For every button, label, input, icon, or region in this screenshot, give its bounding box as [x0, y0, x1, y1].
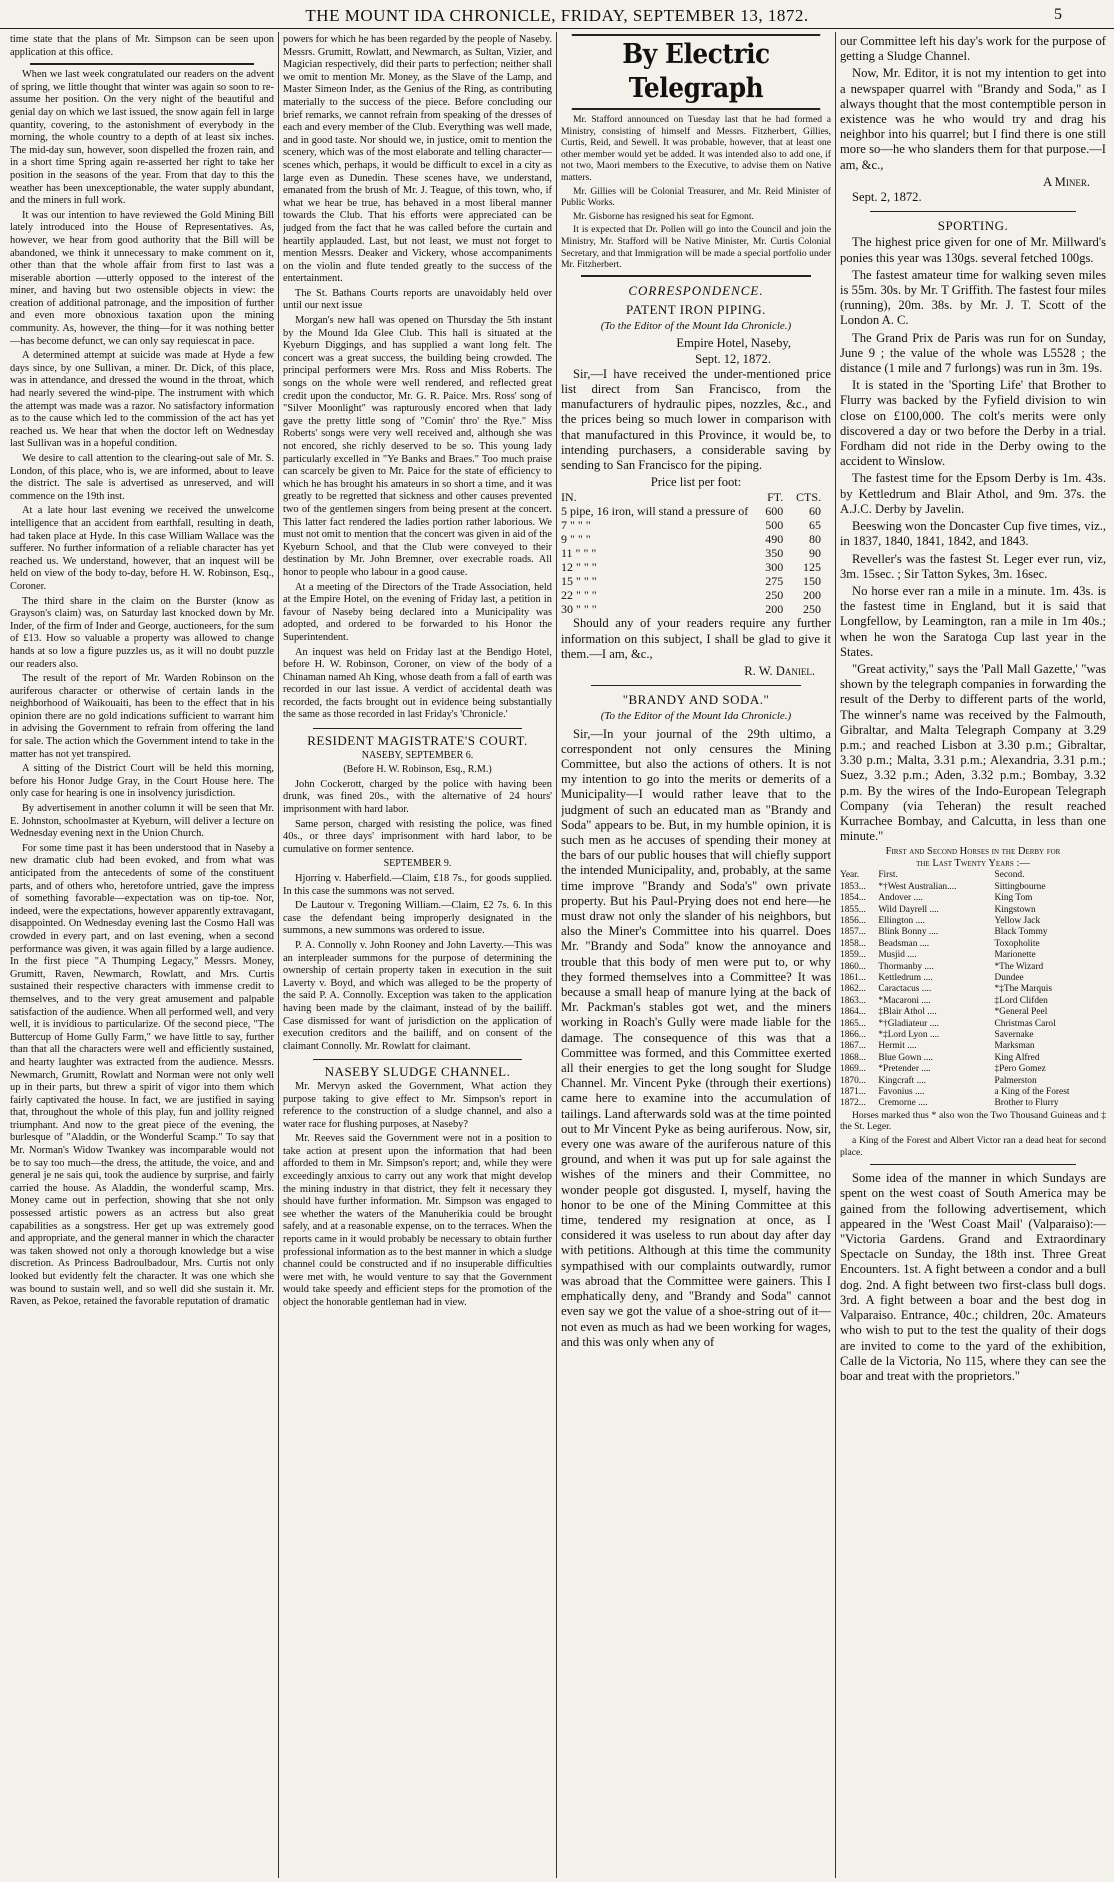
table-row: 22 " " " 250 200 [561, 588, 821, 603]
column-divider [556, 32, 557, 1878]
derby-note: a King of the Forest and Albert Victor ran a dead heat for second place. [840, 1135, 1106, 1158]
table-row: 1867... Hermit .... Marksman [840, 1041, 1035, 1052]
section-heading: RESIDENT MAGISTRATE'S COURT. [307, 733, 528, 749]
table-row: 11 " " " 350 90 [561, 546, 821, 561]
table-row: 7 " " " 500 65 [561, 518, 821, 533]
table-row: 1854... Andover .... King Tom [840, 893, 1033, 904]
sporting-item: Reveller's was the fastest St. Leger ever run, viz, 3m. 15sec. ; Sir Tatton Sykes, 3m. 16sec. [840, 551, 1106, 581]
divider [30, 63, 254, 65]
price-col-header: FT. [767, 490, 784, 505]
letter-address: Empire Hotel, Naseby, [676, 336, 791, 351]
table-row: 1872... Cremorne .... Brother to Flurry [840, 1098, 1059, 1109]
letter-date: Sept. 2, 1872. [852, 190, 922, 205]
article-text: An inquest was held on Friday last at the Bendigo Hotel, before H. W. Robinson, Coroner, on view of the body of a Chinaman named Ah King, whose death from a fall of earth was recorded in our last issue. A verdict of accidental death was recorded, the facts brought out in evidence being substantially the same as those recorded in last Friday's 'Chronicle.' [283, 646, 552, 721]
derby-col-header: Year. [840, 870, 860, 881]
table-row: 1858... Beadsman .... Toxopholite [840, 938, 1040, 949]
divider [591, 685, 801, 686]
divider [313, 728, 522, 729]
column-2 [283, 34, 552, 1876]
price-table [561, 490, 831, 616]
court-before: (Before H. W. Robinson, Esq., R.M.) [343, 764, 492, 776]
article-text: For some time past it has been understood that in Naseby a new dramatic club had been evoked, and from what was anticipated from the antecedents of some of the constituent parts, and of others who, heretofore untried, gave the impress of something favorable—expectation was on tip-toe. Nor, indeed, were the expectations, however apparently extravagant, disappointed. On Wednesday evening last the Cosmo Hall was crowded in every part, and on last evening, when a second performance was given, it was again filled by a large audience. In the first piece "A Thumping Legacy," Messrs. Money, Grumitt, Raven, Newmarch, Rowlatt, and Mrs. Curtis sustained their respective characters with immense credit to themselves, and to the very great amusement and palpable satisfaction of the audience. When all performed well, and very well, it is invidious to particularize. Of the second piece, "The Buttercup of Home Gully Farm," we have little to say, further than that all the characters were well and efficiently sustained, and hearty laughter was extracted from the audience. Messrs. Newmarch, Grumitt, Rowlatt and Norman were not only well up in their parts, but threw a spirit of vigor into them which fairly captivated the house. In fact, we are justified in saying that, throughout the whole of this play, fun and jollity reigned triumphant. And now to the great piece of the evening, the burlesque of "Aladdin, or the Wonderful Scamp." To say that Mr. Norman's Widow Twankey was incomparable would not be to say too much—the dress, the attitude, the voice, and and general je ne sais qui, took the audience by surprise, and fairly carried the house. As Aladdin, the wonderful scamp, Mrs. Money came out in perfection, showing that she not only possessed artistic powers as an actress but also great capabilities as a songstress. Her get up was extremely good and appropriate, and the general manner in which the character was taken showed not only a thorough knowledge but a wise discretion. As Princess Badroulbadour, Mrs. Curtis not only looked but evidently felt the character. It was one which she was bound to sustain well, and so well did she sustain it. Mr. Raven, as Pekoe, retained the favorable reputation of dramatic [10, 842, 274, 1308]
court-case: John Cockerott, charged by the police with having been drunk, was fined 20s., with the alternative of 24 hours' imprisonment with hard labor. [283, 778, 552, 816]
newspaper-title: THE MOUNT IDA CHRONICLE, FRIDAY, SEPTEMBER 13, 1872. [305, 6, 809, 25]
letter-text: Now, Mr. Editor, it is not my intention to get into a newspaper quarrel with "Brandy and Soda," as I always thought that the most contemptible person in existence was he who would try and drag his neighbor into his quarrel; but I find there is one still more so—he who slanders them for that purpose.—I am, &c., [840, 66, 1106, 172]
sporting-item: It is stated in the 'Sporting Life' that Brother to Flurry was backed by the Fyfield division to win close on £100,000. The colt's merits were only discovered a day or two before the Derby in a trial. Fordham did not ride in the Derby owing to the accident to Winslow. [840, 378, 1106, 469]
article-text: Mr. Reeves said the Government were not in a position to take action at present upon the information that had been afforded to them in Mr. Simpson's report; and, while they were exceedingly anxious to carry out any work that might develop the mining industry in that district, they felt it necessary they should have further information. Mr. Simpson was engaged to see whether the waters of the Manuherikia could be brought safely, and at a reasonable expense, on to the terraces. When the reports came in it would probably be necessary to obtain further professional information as to the best manner in which a sludge channel could be constructed and if no insuperable difficulties were met with, he would venture to say that the Government would take speedy and efficient steps for the promotion of the object the honorable gentleman had in view. [283, 1133, 552, 1308]
sporting-item: Beeswing won the Doncaster Cup five times, viz., in 1837, 1840, 1841, 1842, and 1843. [840, 519, 1106, 549]
article-text: powers for which he has been regarded by the people of Naseby. Messrs. Grumitt, Rowlatt, and Newmarch, as Sultan, Vizier, and Magician respectively, did their parts to perfection; neither shall we omit to mention Mr. Money, as the Slave of the Lamp, and Master Simeon Inder, as the Genius of the Ring, as contributing materially to the success of the piece. Before concluding our brief remarks, we cannot refrain from speaking of the dresses of each and every member of the Club. Everything was well made, and in good taste. Nor should we, in justice, omit to mention the scenery, which was of the most elaborate and telling character—scenes which, perhaps, it would be difficult to excel in a city as large even as Dunedin. These scenes have, we understand, emanated from the brush of Mr. J. Teague, of this town, who, if what we hear be true, has behaved in a most liberal manner towards the Club. That his efforts were appreciated can be judged from the fact that he was called before the curtain and heartily applauded. Last, but not least, we must not forget to mention Messrs. Deaker and Vickery, whose accompaniments on the violin and flute tended greatly to the success of the entertainment. [283, 34, 552, 285]
derby-col-header: Second. [994, 870, 1025, 881]
court-date: SEPTEMBER 9. [383, 858, 452, 870]
divider [581, 275, 811, 277]
letter-text: Sir,—In your journal of the 29th ultimo, a correspondent not only censures the Mining Committee, but also the actions of others. It is not my intention to go into the merits or demerits of a Municipality—I would rather leave that to the judgment of such an educated man as "Brandy and Soda" appears to be. But, in my humble opinion, it is such men as he accuses of spending their money at the bars of our public houses that will chiefly support the intended Municipality, and, probably, at the same time improve "Brandy and Soda's" own private property. But his Paul-Prying does not end here—he must draw not only the slander of his neighbors, but also the Miner's Committee into his quarrel. Does Mr. "Brandy and Soda" know the annoyance and trouble that this body of men were put to, or why they formed themselves into a Committee? It was because a small heap of manure lying at the back of Mr. Packman's stables got wet, and the miners working in Roach's Gully were made liable for the damage. The consequence of this was that a Committee was formed, and this Committee exerted all their energies to get the long sought for Sludge Channel. Mr. Vincent Pyke (through their exertions) came here to examine into the accumulation of tailings. Land afterwards sold was at the time pointed out to Mr Vincent Pyke as being auriferous. Now, sir, every one was aware of the auriferous nature of this ground, and when it was put up for sale against the wishes of the miners and their Committee, no wonder people got disgusted. I, myself, having the honor to be one of the Mining Committee at this time, tendered my resignation at once, as I considered it was useless to run about day after day with petitions. Although at this time the community sympathised with our complaints outwardly, rumor was abroad that the Committee were gainers. This I emphatically deny, and "Brandy and Soda" cannot even say we got the value of a shoe-string out of it—not even as much as had we been working for wages, and this was only when any of [561, 726, 831, 1349]
table-row: 5 pipe, 16 iron, will stand a pressure of 600 60 [561, 504, 821, 519]
table-row: 1871... Favonius .... a King of the Forest [840, 1087, 1070, 1098]
column-3 [561, 34, 831, 1876]
article-text: At a meeting of the Directors of the Trade Association, held at the Empire Hotel, on the evening of Friday last, a petition in favour of Naseby being declared into a Municipality was adopted, and ordered to be forwarded to his Honor the Superintendent. [283, 581, 552, 643]
price-col-header: IN. [561, 490, 577, 505]
table-row: 1869... *Pretender .... ‡Pero Gomez [840, 1064, 1046, 1075]
page-number: 5 [1054, 6, 1062, 23]
table-row: 12 " " " 300 125 [561, 560, 821, 575]
column-divider [835, 32, 836, 1878]
table-row: 1862... Caractacus .... *‡The Marquis [840, 984, 1053, 995]
sporting-item: No horse ever ran a mile in a minute. 1m. 43s. is the fastest time in England, but it is said that Longfellow, by Leamington, ran a mile in 1m 40s.; when he won the Saratoga Cup last year in the States. [840, 583, 1106, 659]
sporting-item: The fastest amateur time for walking seven miles is 55m. 30s. by Mr. T Griffith. The fastest four miles (running), 20m. 38s. by Mr. J. T. Scott of the London A. C. [840, 267, 1106, 328]
section-heading: CORRESPONDENCE. [628, 282, 764, 298]
telegraph-banner: By Electric Telegraph [572, 34, 820, 110]
sporting-item: "Great activity," says the 'Pall Mall Gazette,' "was shown by the telegraph companies in forwarding the result of the Derby to different parts of the world, The winner's name was received by the Falmouth, Gibraltar, and Malta Telegraph Company at 3.29 p.m.; and reached Lisbon at 3.30 p.m.; Gibraltar, 3.30 p.m.; Malta, 3.31 p.m.; Alexandria, 3.31 p.m.; Suez, 3.32 p.m.; Aden, 3.32 p.m.; Bombay, 3.32 p.m. By the wires of the Indo-European Telegraph Company (via Teheran) the result reached Kurrachee Bombay, and Calcutta, in less than one minute." [840, 661, 1106, 844]
column-divider [278, 32, 279, 1878]
article-text: A sitting of the District Court will be held this morning, before his Honor Judge Gray, in the Court House here. The only case for hearing is one in insolvency jurisdiction. [10, 763, 274, 800]
court-case: Hjorring v. Haberfield.—Claim, £18 7s., for goods supplied. In this case the summons was not served. [283, 873, 552, 897]
masthead [0, 0, 1114, 29]
derby-heading: the Last Twenty Years :— [916, 858, 1030, 870]
letter-signature: R. W. Daniel. [744, 663, 815, 678]
table-row: 1865... *†Gladiateur .... Christmas Carol [840, 1018, 1056, 1029]
section-heading: SPORTING. [937, 218, 1009, 234]
derby-table [840, 870, 1106, 1110]
letter-date: Sept. 12, 1872. [695, 351, 771, 366]
table-row: 30 " " " 200 250 [561, 602, 821, 617]
to-editor: (To the Editor of the Mount Ida Chronicle.) [600, 320, 792, 333]
sporting-item: The Grand Prix de Paris was run for on Sunday, June 9 ; the value of the whole was L5528 ; the distance (1 mile and 7 furlongs) was run in 3m. 19s. [840, 330, 1106, 376]
telegraph-text: Mr. Gillies will be Colonial Treasurer, and Mr. Reid Minister of Public Works. [561, 185, 831, 209]
sporting-item: The fastest time for the Epsom Derby is 1m. 43s. by Kettledrum and Blair Athol, and 9m. 37s. the A.J.C. Derby by Javelin. [840, 471, 1106, 516]
court-date: NASEBY, SEPTEMBER 6. [361, 749, 474, 761]
column-4 [840, 34, 1106, 1876]
divider [313, 1059, 522, 1060]
article-text: The St. Bathans Courts reports are unavoidably held over until our next issue [283, 287, 552, 312]
table-row: 1859... Musjid .... Marionette [840, 950, 1036, 961]
table-row: 9 " " " 490 80 [561, 532, 821, 547]
price-col-header: CTS. [795, 490, 821, 505]
letter-text: our Committee left his day's work for the purpose of getting a Sludge Channel. [840, 34, 1106, 64]
table-row: 1870... Kingcraft .... Palmerston [840, 1075, 1037, 1086]
telegraph-text: Mr. Gisborne has resigned his seat for Egmont. [573, 210, 754, 222]
letter-heading: PATENT IRON PIPING. [626, 301, 766, 317]
article-text: Mr. Mervyn asked the Government, What action they purpose taking to give effect to Mr. Simpson's report in reference to the construction of a sludge channel, and also a water race for flushing purposes, at Naseby? [283, 1080, 552, 1130]
column-1 [10, 34, 274, 1876]
letter-text: Sir,—I have received the under-mentioned price list direct from San Francisco, from the manufacturers of hydraulic pipes, nozzles, &c., and the prices being so much lower in comparison with that manufactured in this Province, it would be, to intending purchasers, a considerable saving by sending to San Francisco for the piping. [561, 366, 831, 472]
divider [870, 211, 1076, 212]
letter-heading: "BRANDY AND SODA." [622, 692, 770, 708]
court-case: P. A. Connolly v. John Rooney and John Laverty.—This was an interpleader summons for the purpose of determining the ownership of certain property taken in execution in the suit Laverty v. Boyd, and which was alleged to be the property of the said P. A. Connolly. Exception was taken to the application having been made by the claimant, instead of by the bailiff. Case dismissed for want of jurisdiction on the application of execution creditors and the bailiff, and on consent of the claimant Connolly. Mr. Rowlatt for claimant. [283, 939, 552, 1052]
table-row: 1864... ‡Blair Athol .... *General Peel [840, 1007, 1048, 1018]
table-row: 15 " " " 275 150 [561, 574, 821, 589]
article-text: The third share in the claim on the Burster (know as Grayson's claim) was, on Saturday last knocked down by Mr. Inder, of the firm of Inder and George, auctioneers, for the sum of £13. How so valuable a property was allowed to change hands at so low a figure puzzles us, as it will no doubt puzzle our readers also. [10, 595, 274, 670]
article-text: By advertisement in another column it will be seen that Mr. E. Johnston, schoolmaster at Kyeburn, will deliver a lecture on Wednesday evening next in the Union Church. [10, 803, 274, 840]
table-row: 1863... *Macaroni .... ‡Lord Clifden [840, 995, 1048, 1006]
article-text: At a late hour last evening we received the unwelcome intelligence that an accident from earthfall, resulting in death, had taken place at Hyde. In this case William Wallace was the sufferer. No further information of a reliable character has yet reached us. We understand, however, that an inquest will be held on view of the body to-day, before H. W. Robinson, Esq., Coroner. [10, 505, 274, 592]
telegraph-text: It is expected that Dr. Pollen will go into the Council and join the Ministry, Mr. Stafford will be Native Minister, Mr. Curtis Colonial Secretary, and that Immigration will be made a special portfolio under Mr. Fitzherbert. [561, 224, 831, 271]
divider [870, 1164, 1076, 1165]
table-row: 1857... Blink Bonny .... Black Tommy [840, 927, 1048, 938]
to-editor: (To the Editor of the Mount Ida Chronicle.) [600, 710, 792, 723]
article-text: We desire to call attention to the clearing-out sale of Mr. S. London, of this place, who is, we are informed, about to leave the district. The sale is advertised as unreserved, and will commence on the 19th inst. [10, 453, 274, 502]
table-row: 1855... Wild Dayrell .... Kingstown [840, 904, 1036, 915]
article-text: It was our intention to have reviewed the Gold Mining Bill lately introduced into the House of Representatives. As, however, we hear from good authority that the Bill will be abandoned, we think it unnecessary to make comment on it, other than that the whole affair from first to last was a miserable abortion —utterly opposed to the interest of the miner, and having but two ostensible objects in view: the creation of additional patronage, and the imposition of further and even more obnoxious taxation upon the mining community. As, however, the thing—for it was nothing better—has become defunct, we can only say requiescat in pace. [10, 209, 274, 347]
table-row: 1861... Kettledrum .... Dundee [840, 973, 1024, 984]
court-case: Same person, charged with resisting the police, was fined 40s., or three days' imprisonment with hard labor, to be cumulative on former sentence. [283, 818, 552, 855]
table-row: 1856... Ellington .... Yellow Jack [840, 915, 1041, 926]
sporting-item: The highest price given for one of Mr. Millward's ponies this year was 130gs. several fetched 100gs. [840, 235, 1106, 265]
court-case: De Lautour v. Tregoning William.—Claim, £2 7s. 6. In this case the defendant being improperly designated in the summons, a new summons was ordered to issue. [283, 900, 552, 937]
section-heading: NASEBY SLUDGE CHANNEL. [324, 1064, 511, 1080]
letter-text: Should any of your readers require any further information on this subject, I shall be glad to give it them.—I am, &c., [561, 616, 831, 661]
article-text: The result of the report of Mr. Warden Robinson on the auriferous character or otherwise of certain lands in the neighborhood of Waikouaiti, has been to the effect that in his opinion there are no gold indications sufficient to warrant him in advising the Government to refrain from offering the land for sale. The action which the Government intend to take in the matter has not yet transpired. [10, 673, 274, 760]
table-row: 1860... Thormanby .... *The Wizard [840, 961, 1044, 972]
article-text: time state that the plans of Mr. Simpson can be seen upon application at this office. [10, 34, 274, 58]
telegraph-text: Mr. Stafford announced on Tuesday last that he had formed a Ministry, consisting of himself and Messrs. Fitzherbert, Gillies, Curtis, Reid, and Sewell. It was probable, however, that at least one other member would yet be added. It was intended also to add one, if not two, Maori members to the Executive, to advise them on Native matters. [561, 114, 831, 183]
article-text: When we last week congratulated our readers on the advent of spring, we little thought that winter was again so soon to re-assume her position. On the very night of the beautiful and genial day on which we last issued, the snow again fell in large quantity, covering, to the astonishment of everybody in the morning, the whole country to a depth of at least six inches. The mid-day sun, however, soon dispelled the frozen rain, and in a short time Spring again re-asserted her right to take her position in the seasons of the year. From that day to this the weather has been unexceptionable, the water supply abundant, and the miners in full work. [10, 69, 274, 207]
derby-heading: First and Second Horses in the Derby for [885, 846, 1061, 858]
table-row: 1853... *†West Australian.... Sittingbourne [840, 881, 1046, 892]
derby-note: Horses marked thus * also won the Two Thousand Guineas and ‡ the St. Leger. [840, 1109, 1106, 1133]
article-text: A determined attempt at suicide was made at Hyde a few days since, by one Sullivan, a miner. Dr. Dick, of this place, was in attendance, and dressed the wound in the throat, which had nearly severed the wind-pipe. The instrument with which the attempt was made was a razor. No satisfactory information as to the cause which led to the commission of the act has yet reached us. We hear that when the doctor left on Wednesday last Sullivan was in a hopeful condition. [10, 350, 274, 450]
derby-col-header: First. [878, 870, 898, 881]
table-row: 1868... Blue Gown .... King Alfred [840, 1052, 1040, 1063]
article-text: Morgan's new hall was opened on Thursday the 5th instant by the Mound Ida Glee Club. This hall is situated at the Kyeburn Diggings, and has supplied a want long felt. The concert was a great success, the building being crowded. The principal performers were Mrs. Ross and Miss Roberts. The songs on the whole were well rendered, and reflected great credit upon the conductor, Mr. G. R. Paice. Mrs. Ross' song of "Silver Moonlight" was rapturously encored when that lady gave the pretty little song of "Comin' thro' the Rye." Miss Roberts' songs were very well received and, although she was not encored, she richly deserved to be so. This young lady particularly excelled in "Ye Banks and Braes." Too much praise can scarcely be given to Mr. Paice for the state of efficiency to which he has brought his amateurs in so short a time, and it was greatly to be regretted that sickness and other causes prevented two of the gentlemen singers from being present at the concert. This latter fact rendered the ladies portion rather laborious. We must not omit to mention that the concert was given in aid of the Kyeburn School, and that the Club were conveyed to their destination by Mr. John Bremner, over execrable roads. All honor to people who labour in a good cause. [283, 315, 552, 578]
letter-signature: A Miner. [1043, 174, 1090, 189]
table-row: 1866... *‡Lord Lyon .... Savernake [840, 1030, 1034, 1041]
price-list-heading: Price list per foot: [650, 475, 742, 490]
article-text: Some idea of the manner in which Sundays are spent on the west coast of South America may be gained from the following advertisement, which appeared in the 'West Coast Mail' (Valparaiso):— "Victoria Gardens. Grand and Extraordinary Spectacle on Sunday, the 18th inst. Three Great Encounters. 1st. A fight between a condor and a bull dog. 2nd. A fight between two first-class bull dogs. 3rd. A fight between a boar and the best dog in Valparaiso. Entrance, 40c.; children, 20c. Amateurs who wish to put to the test the quality of their dogs are invited to come to the yard of the exhibition, Calle de la Victoria, No 115, where they can see the boar and treat with the proprietors." [840, 1171, 1106, 1383]
